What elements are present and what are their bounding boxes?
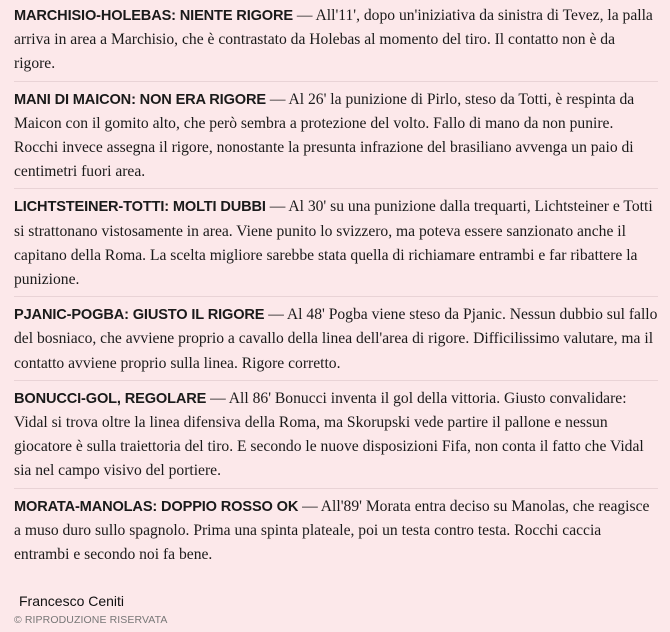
copyright-notice: © RIPRODUZIONE RISERVATA <box>14 614 168 626</box>
paragraph-heading: MORATA-MANOLAS: DOPPIO ROSSO OK <box>14 498 299 515</box>
paragraph-text: — Al 26' la punizione di Pirlo, steso da Totti, è respinta da Maicon con il gomito alto, che però sembra a protezione del volto. Fallo di mano da non punire. Rocchi invece assegna il rigore, nonostante la presunta infrazione del brasiliano avvenga un paio di centimetri fuori area. <box>14 90 635 181</box>
paragraph-heading: MARCHISIO-HOLEBAS: NIENTE RIGORE <box>14 8 293 24</box>
paragraph-mani-di-maicon <box>14 88 658 190</box>
paragraph-text: — All 86' Bonucci inventa il gol della vittoria. Giusto convalidare: Vidal si trova oltre la linea difensiva della Roma, ma Skorupski vede partire il pallone e nessun giocatore è sulla traiettoria del tiro. E secondo le nuove disposizioni Fifa, non conta il fatto che Vidal sia nel campo visivo del portiere. <box>14 389 644 480</box>
paragraph-morata-manolas <box>14 495 658 572</box>
author-name: Francesco Ceniti <box>19 593 125 609</box>
paragraph-heading: MANI DI MAICON: NON ERA RIGORE <box>14 91 266 108</box>
paragraph-heading: PJANIC-POGBA: GIUSTO IL RIGORE <box>14 307 265 324</box>
paragraph-marchisio-holebas <box>14 4 658 82</box>
paragraph-text: — All'89' Morata entra deciso su Manolas, che reagisce a muso duro sullo spagnolo. Prima una spinta plateale, poi un testa contro testa. Rocchi caccia entrambi e secondo noi fa bene. <box>14 497 650 564</box>
paragraph-pjanic-pogba <box>14 303 658 381</box>
paragraph-bonucci-gol <box>14 387 658 489</box>
paragraph-text: — Al 30' su una punizione dalla trequarti, Lichtsteiner e Totti si strattonano vistosamente in area. Viene punito lo svizzero, ma poteva essere sanzionato anche il capitano della Roma. La scelta migliore sarebbe stata quella di richiamare entrambi e far ribattere la punizione. <box>14 198 653 289</box>
paragraph-heading: BONUCCI-GOL, REGOLARE <box>14 390 207 407</box>
paragraph-text: — All'11', dopo un'iniziativa da sinistra di Tevez, la palla arriva in area a Marchisio, che è contrastato da Holebas al momento del tiro. Il contatto non è da rigore. <box>14 7 653 73</box>
paragraph-text: — Al 48' Pogba viene steso da Pjanic. Nessun dubbio sul fallo del bosniaco, che avviene proprio a cavallo della linea dell'area di rigore. Difficilissimo valutare, ma il contatto avviene proprio sulla linea. Rigore corretto. <box>14 306 658 372</box>
paragraph-lichtsteiner-totti <box>14 195 658 297</box>
paragraph-heading: LICHTSTEINER-TOTTI: MOLTI DUBBI <box>14 199 266 216</box>
